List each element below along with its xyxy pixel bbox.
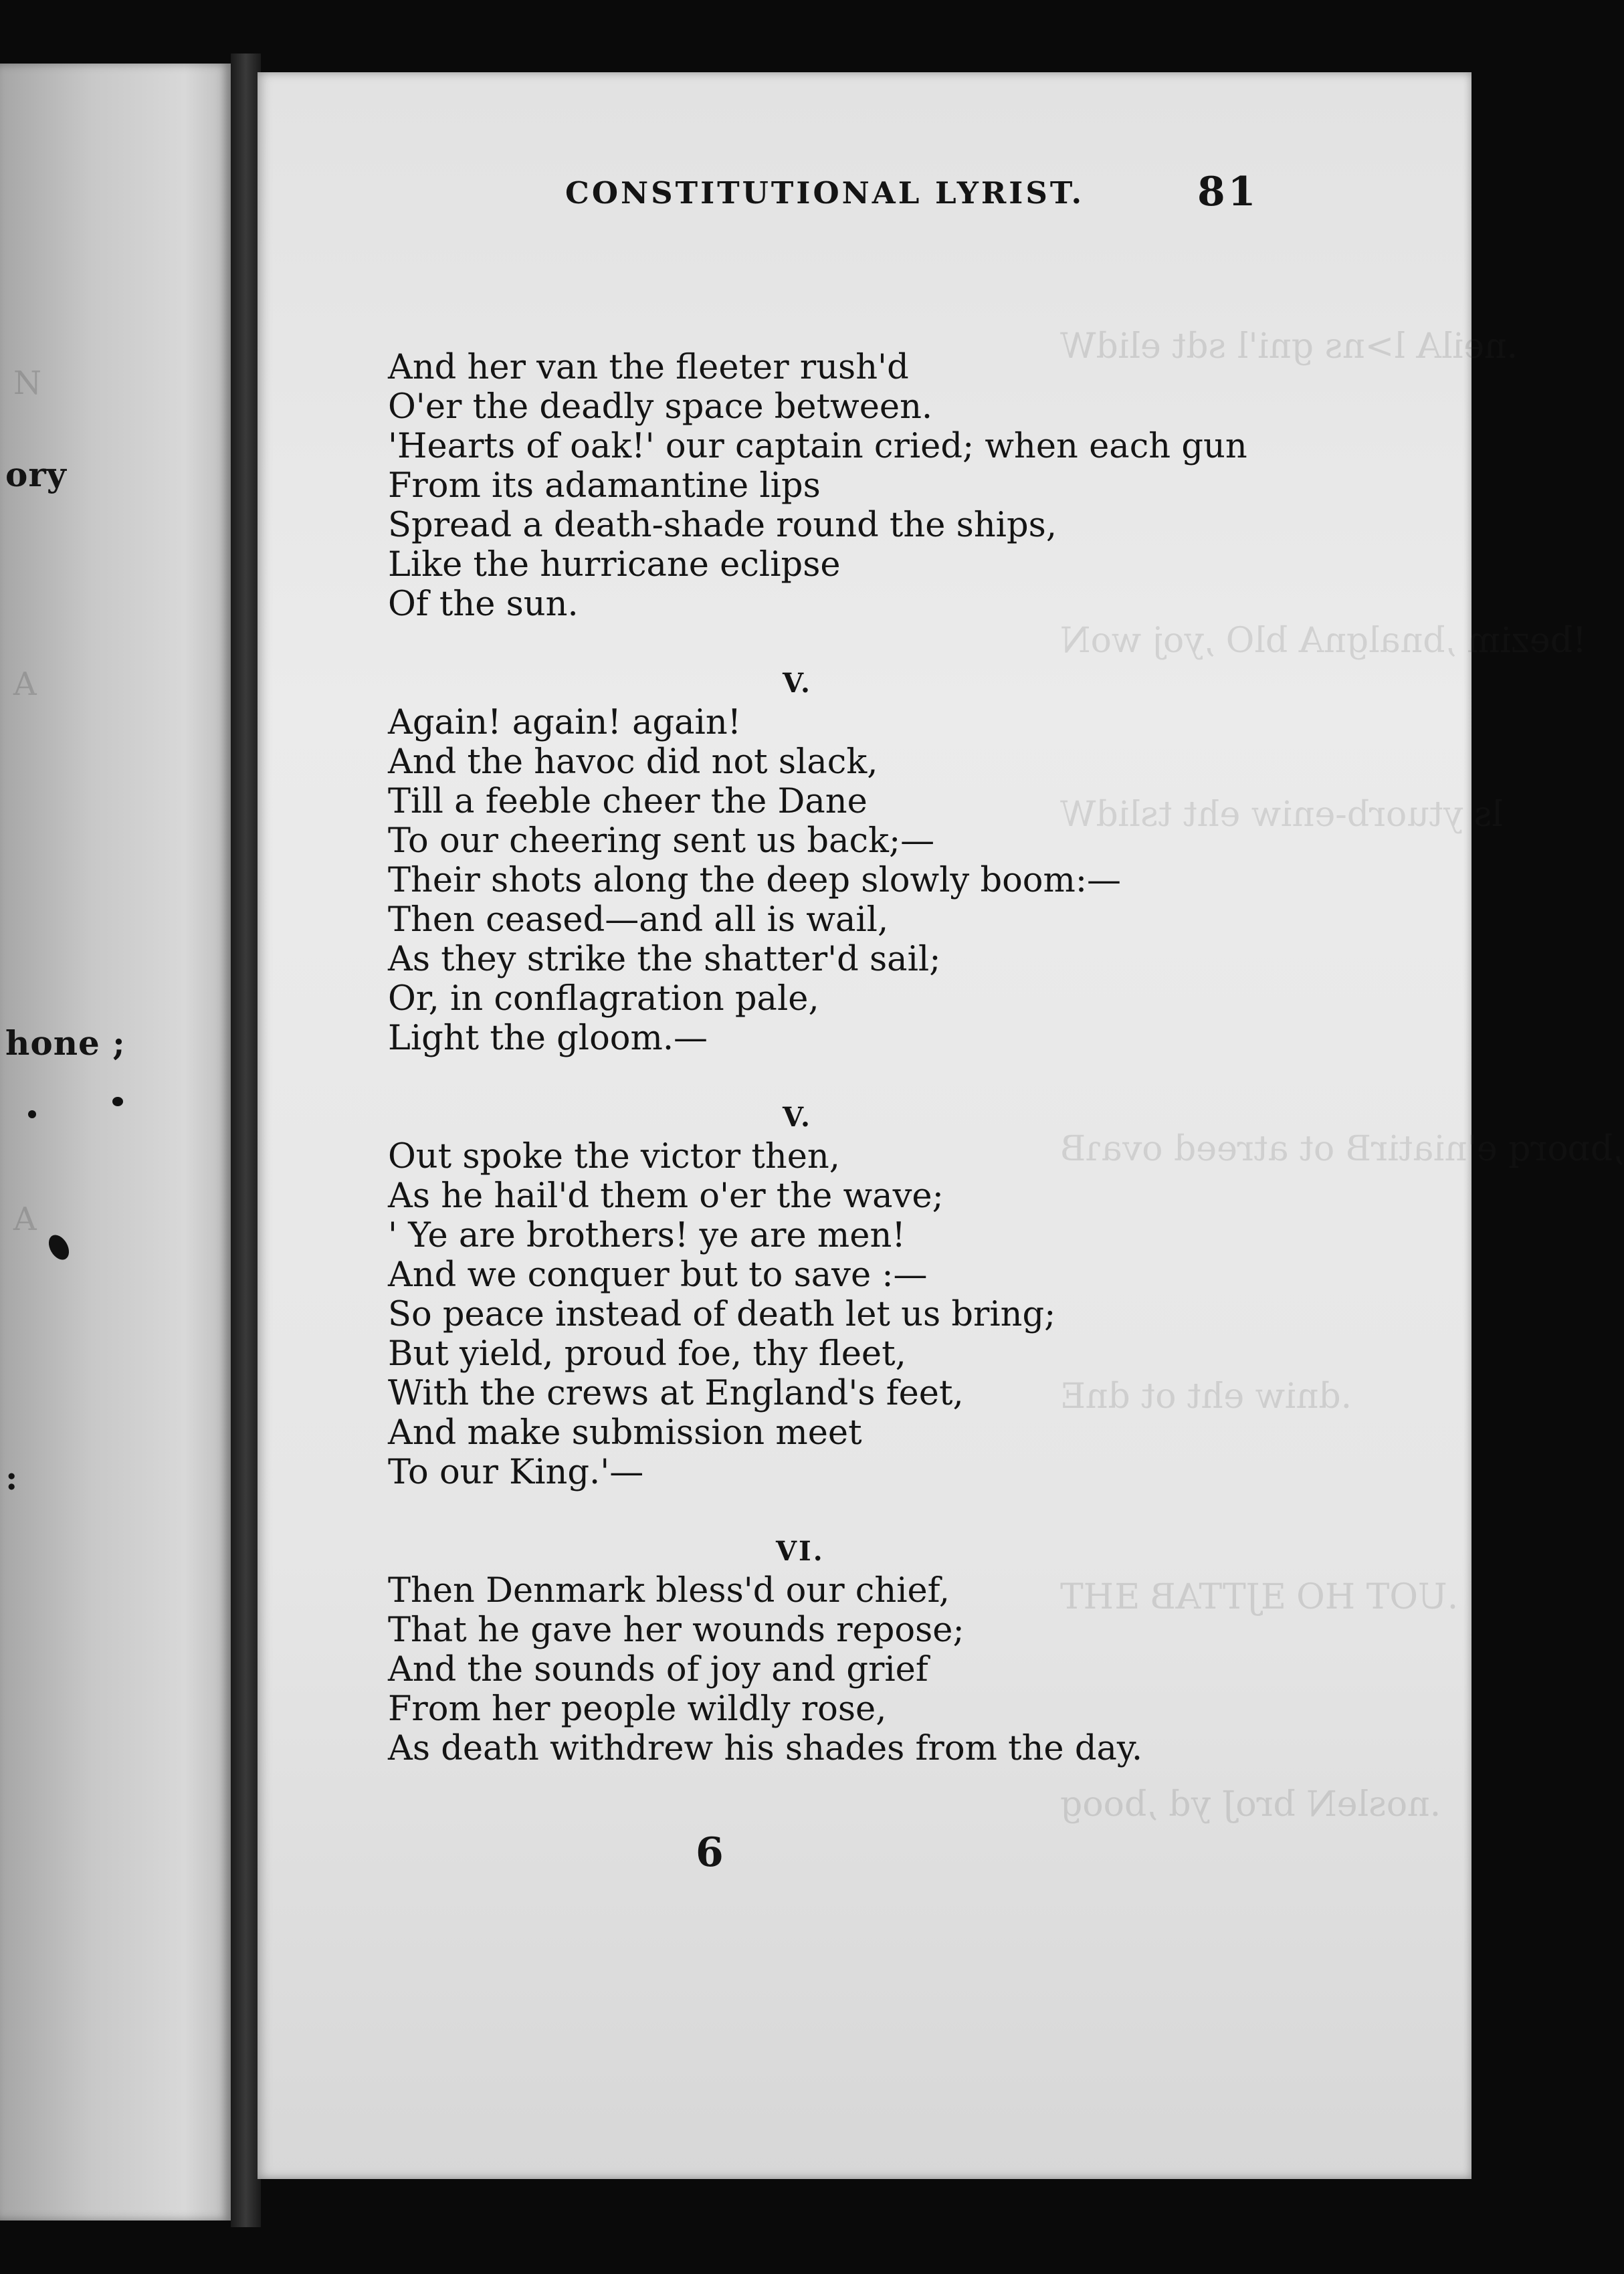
signature-mark: 6 [696,1829,724,1876]
stanza [388,663,1247,1058]
poem-line: With the crews at England's feet, [388,1374,964,1413]
poem-line: And make submission meet [388,1413,862,1453]
poem-line: So peace instead of death let us bring; [388,1295,1056,1334]
poem-line: Or, in conflagration pale, [388,979,819,1019]
running-head [304,169,1259,222]
ink-speck [28,1110,36,1118]
poem-line: As death withdrew his shades from the day. [388,1729,1143,1768]
poem-line: And her van the fleeter rush'd [388,348,909,387]
ink-speck [112,1097,123,1106]
stanza-numeral: VI. [776,1536,825,1567]
poem-line: As they strike the shatter'd sail; [388,940,941,979]
poem-line: Then ceased—and all is wail, [388,900,889,940]
poem-line: Then Denmark bless'd our chief, [388,1571,950,1611]
poem-text [388,348,1247,1768]
book-gutter [231,54,261,2227]
stanza-numeral: V. [783,1102,812,1133]
poem-line: Like the hurricane eclipse [388,545,841,585]
poem-line: Their shots along the deep slowly boom:— [388,861,1122,900]
page-header-title: CONSTITUTIONAL LYRIST. [565,175,1085,211]
poem-line: To our King.'— [388,1453,644,1492]
poem-line: But yield, proud foe, thy fleet, [388,1334,906,1374]
poem-line: And the sounds of joy and grief [388,1650,928,1689]
bleed-through-text: A [13,1201,37,1238]
stanza [388,1098,1247,1492]
left-page-fragment: : [5,1458,19,1497]
poem-line: As he hail'd them o'er the wave; [388,1176,944,1216]
poem-line: From her people wildly rose, [388,1689,887,1729]
poem-line: Again! again! again! [388,703,742,742]
poem-line: Till a feeble cheer the Dane [388,782,868,821]
poem-line: ' Ye are brothers! ye are men! [388,1216,906,1255]
poem-line: Out spoke the victor then, [388,1137,840,1176]
poem-line: And the havoc did not slack, [388,742,878,782]
page-number: 81 [1197,169,1259,215]
poem-line: Of the sun. [388,585,579,624]
stanza [388,1532,1247,1768]
stanza-numeral: V. [783,667,812,699]
poem-line: O'er the deadly space between. [388,387,933,427]
poem-line: To our cheering sent us back;— [388,821,935,861]
poem-line: That he gave her wounds repose; [388,1611,965,1650]
poem-line: 'Hearts of oak!' our captain cried; when each gun [388,427,1247,466]
left-page-fragment: hone ; [5,1023,126,1063]
poem-line: Light the gloom.— [388,1019,708,1058]
left-page-edge [0,64,231,2220]
bleed-through-text: A [13,665,37,703]
page-bleed-through: .neilA l>ns gni'l sdt elidW !bezim ,bnalgnA blO ,yoj woN ls ytuorb-eniw eht tslidW ,bɒorq e'niatirB ot atreed ovaɿB .dniw eht ot dnE .UOT HO ƎJTTAB ƎHT .nosleN broJ yd ,boog [1060,326,1624,1825]
stanza [388,348,1247,624]
ink-speck [45,1231,74,1263]
poem-line: And we conquer but to save :— [388,1255,928,1295]
left-page-fragment: ory [5,455,67,494]
poem-line: From its adamantine lips [388,466,821,506]
bleed-through-text: N [13,365,41,402]
poem-line: Spread a death-shade round the ships, [388,506,1057,545]
